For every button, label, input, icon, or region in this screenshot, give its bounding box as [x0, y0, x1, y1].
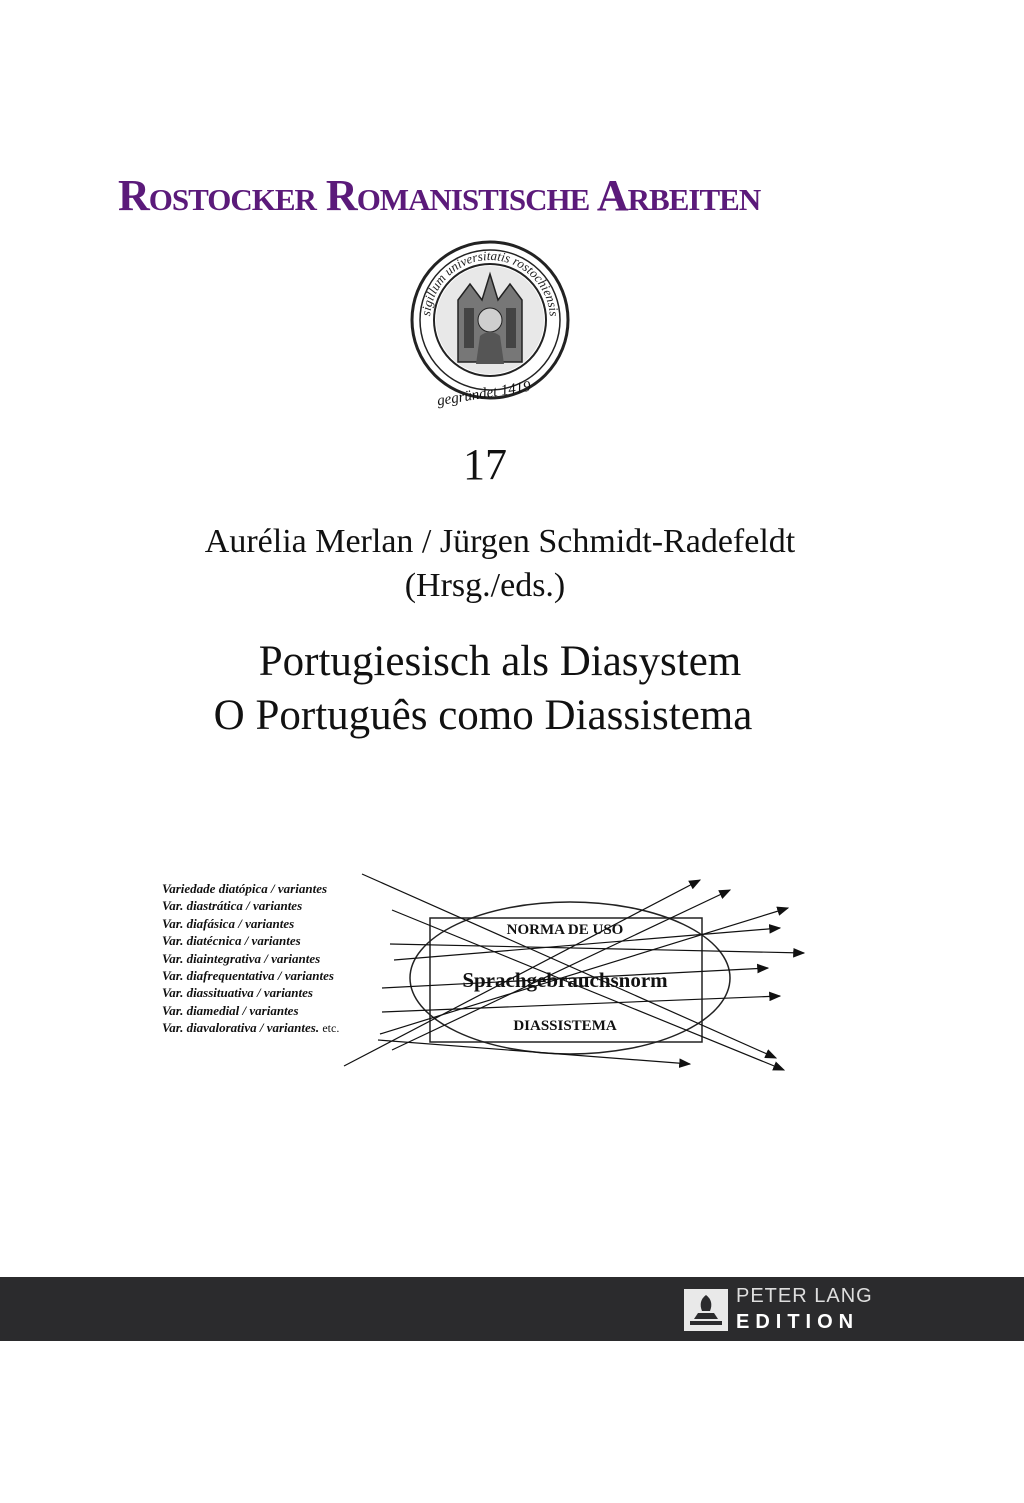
seal-caption: gegründet 1419 — [435, 378, 532, 410]
variety-item: Var. diastrática / variantes — [162, 898, 303, 914]
variety-item-last — [162, 1019, 339, 1036]
peter-lang-logo-icon — [684, 1289, 728, 1331]
diassistema-label: DIASSISTEMA — [513, 1018, 617, 1034]
series-title: Rostocker Romanistische Arbeiten — [118, 171, 761, 220]
variety-etc: etc. — [322, 1021, 340, 1036]
editors-role: (Hrsg./eds.) — [404, 567, 566, 604]
variety-item: Variedade diatópica / variantes — [162, 881, 328, 896]
norma-de-uso-label: NORMA DE USO — [506, 922, 624, 938]
sprachgebrauchsnorm-label: Sprachgebrauchsnorm — [462, 968, 668, 992]
arrow-10 — [378, 1040, 690, 1064]
publisher-name: PETER LANG — [736, 1285, 873, 1307]
book-title-portuguese: O Português como Diassistema — [213, 692, 753, 739]
variety-item: Var. diamedial / variantes — [162, 1002, 299, 1018]
variety-list — [162, 880, 339, 1037]
editors-names: Aurélia Merlan / Jürgen Schmidt-Radefeldt — [204, 523, 796, 560]
variety-item: Var. diassituativa / variantes — [162, 985, 313, 1001]
publisher-imprint: EDITION — [736, 1311, 860, 1333]
seal-inscription: sigillum universitatis rostochiensis — [418, 247, 562, 317]
variety-item: Var. diafrequentativa / variantes — [162, 967, 334, 983]
variety-item: Var. diatécnica / variantes — [162, 933, 301, 949]
variety-item: Var. diafásica / variantes — [162, 915, 295, 931]
book-title-german: Portugiesisch als Diasystem — [258, 638, 742, 685]
variety-item: Var. diavalorativa / variantes. — [162, 1020, 320, 1036]
volume-number: 17 — [463, 440, 507, 489]
arrow-3 — [390, 944, 804, 953]
variety-item: Var. diaintegrativa / variantes — [162, 950, 321, 966]
